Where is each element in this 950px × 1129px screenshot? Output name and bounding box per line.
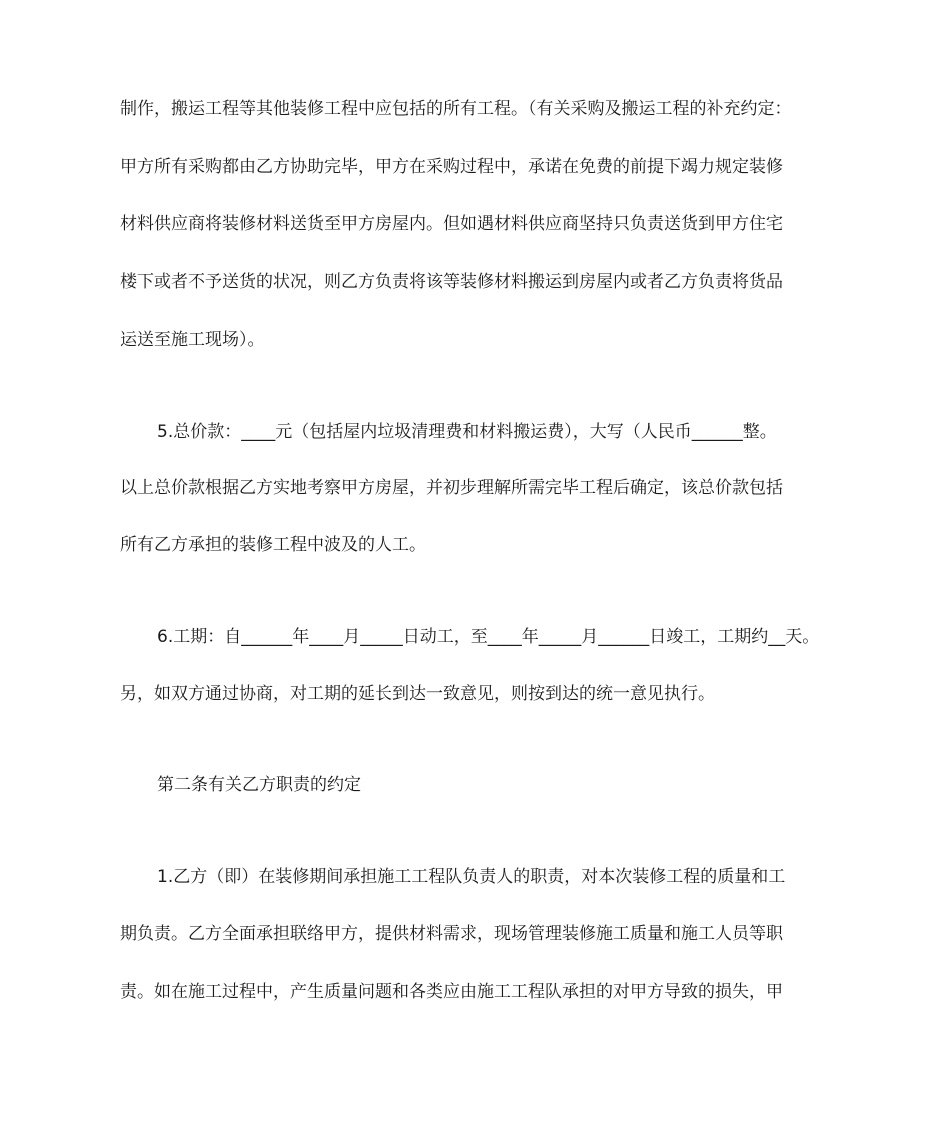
- clause-1-party-b-duty: 1.乙方（即）在装修期间承担施工工程队负责人的职责，对本次装修工程的质量和工: [157, 867, 786, 887]
- paragraph-line: 制作，搬运工程等其他装修工程中应包括的所有工程。（有关采购及搬运工程的补充约定：: [120, 99, 792, 119]
- paragraph-line: 期负责。乙方全面承担联络甲方，提供材料需求，现场管理装修施工质量和施工人员等职: [120, 924, 783, 944]
- paragraph-line: 所有乙方承担的装修工程中波及的人工。: [120, 535, 426, 555]
- paragraph-line: 另，如双方通过协商，对工期的延长到达一致意见，则按到达的统一意见执行。: [120, 684, 715, 704]
- clause-6-schedule: 6.工期：自______年____月_____日动工，至____年_____月______日竣工，工期约__天。: [157, 627, 820, 647]
- paragraph-line: 楼下或者不予送货的状况，则乙方负责将该等装修材料搬运到房屋内或者乙方负责将货品: [120, 272, 783, 292]
- paragraph-line: 运送至施工现场）。: [120, 330, 265, 350]
- paragraph-line: 以上总价款根据乙方实地考察甲方房屋，并初步理解所需完毕工程后确定，该总价款包括: [120, 478, 783, 498]
- paragraph-line: 材料供应商将装修材料送货至甲方房屋内。但如遇材料供应商坚持只负责送货到甲方住宅: [120, 214, 783, 234]
- paragraph-line: 责。如在施工过程中，产生质量问题和各类应由施工工程队承担的对甲方导致的损失，甲: [120, 982, 783, 1002]
- clause-5-total-price: 5.总价款：____元（包括屋内垃圾清理费和材料搬运费），大写（人民币______整。: [157, 422, 777, 442]
- section-heading: 第二条有关乙方职责的约定: [157, 775, 361, 795]
- paragraph-line: 甲方所有采购都由乙方协助完毕，甲方在采购过程中，承诺在免费的前提下竭力规定装修: [120, 157, 783, 177]
